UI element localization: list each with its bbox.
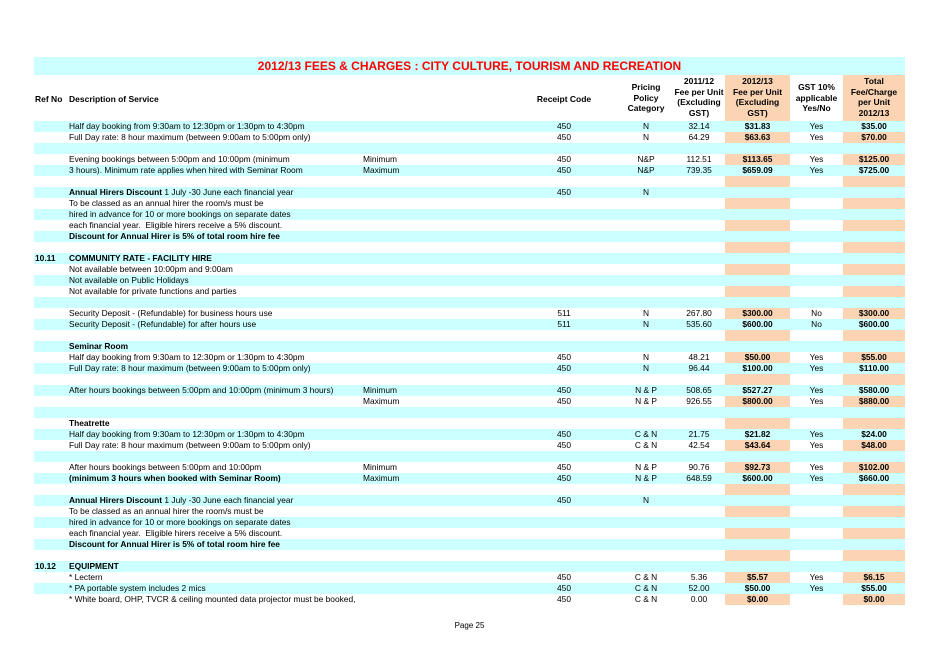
header-line: Policy [633, 92, 659, 103]
description-text: EQUIPMENT [69, 561, 119, 571]
header-pricing-policy [619, 82, 673, 114]
page-number: Page 25 [454, 621, 485, 630]
service-description [69, 319, 256, 330]
table-row [34, 231, 905, 242]
total-fee: $600.00 [858, 319, 890, 329]
receipt-code: 450 [557, 385, 571, 395]
table-row [34, 473, 905, 484]
fee-2012-13: $659.09 [742, 165, 773, 175]
table-row [34, 495, 905, 506]
fee-2012-13: $100.00 [742, 363, 773, 373]
description-text: * White board, OHP, TVCR & ceiling mounted data projector must be booked, [69, 594, 356, 604]
description-text: Full Day rate: 8 hour maximum (between 9:00am to 5:00pm only) [69, 440, 311, 450]
receipt-code: 450 [557, 154, 571, 164]
fee-2011-12: 32.14 [688, 121, 710, 131]
header-description: Description of Service [69, 94, 159, 104]
fee-2012-13: $800.00 [742, 396, 773, 406]
service-description [69, 264, 233, 275]
service-description [69, 385, 333, 396]
fee-2012-13: $113.65 [742, 154, 773, 164]
receipt-code: 450 [557, 462, 571, 472]
header-line: GST) [688, 107, 710, 118]
table-row [34, 264, 905, 275]
description-text: Theatrette [69, 418, 110, 428]
pricing-policy: C & N [634, 440, 658, 450]
total-fee: $55.00 [861, 583, 887, 593]
service-description [69, 440, 311, 451]
service-description [69, 572, 103, 583]
fee-2011-12: 21.75 [688, 429, 710, 439]
total-fee: $6.15 [863, 572, 885, 582]
table-row [34, 176, 905, 187]
receipt-code: 450 [557, 363, 571, 373]
fee-2011-12: 96.44 [688, 363, 710, 373]
service-description [69, 506, 264, 517]
description-text: * Lectern [69, 572, 103, 582]
table-row [34, 319, 905, 330]
gst-applicable: Yes [809, 572, 824, 582]
description-text: Full Day rate: 8 hour maximum (between 9:00am to 5:00pm only) [69, 363, 311, 373]
total-fee: $55.00 [861, 352, 887, 362]
gst-applicable: Yes [809, 473, 824, 483]
fee-2011-12: 648.59 [686, 473, 712, 483]
header-gst [791, 82, 842, 114]
description-text: Full Day rate: 8 hour maximum (between 9:00am to 5:00pm only) [69, 132, 311, 142]
service-description [69, 539, 280, 550]
gst-applicable: No [811, 319, 822, 329]
service-description [69, 352, 305, 363]
gst-applicable: Yes [809, 121, 824, 131]
total-fee: $0.00 [863, 594, 885, 604]
description-text: After hours bookings between 5:00pm and 10:00pm [69, 462, 262, 472]
min-max-label: Maximum [363, 473, 400, 483]
gst-applicable: Yes [809, 352, 824, 362]
header-line: Fee per Unit [732, 86, 783, 97]
fee-2012-13: $300.00 [742, 308, 773, 318]
receipt-code: 450 [557, 187, 571, 197]
header-fee-2011-12 [672, 76, 726, 118]
table-row [34, 330, 905, 341]
total-fee: $110.00 [859, 363, 889, 373]
header-line: applicable [795, 92, 838, 103]
description-bold-part: Annual Hirers Discount [69, 187, 163, 197]
total-fee: $24.00 [861, 429, 887, 439]
fee-2011-12: 0.00 [690, 594, 708, 604]
table-row [34, 528, 905, 539]
service-description [69, 418, 110, 429]
total-fee: $48.00 [861, 440, 887, 450]
gst-applicable: Yes [809, 583, 824, 593]
pricing-policy: N & P [635, 396, 657, 406]
pricing-policy: N [642, 132, 650, 142]
table-row [34, 583, 905, 594]
service-description [69, 462, 261, 473]
pricing-policy: N [642, 363, 650, 373]
header-receipt-code: Receipt Code [536, 94, 592, 104]
fee-2012-13: $43.64 [744, 440, 771, 450]
header-line: Pricing [631, 82, 661, 92]
description-text: Security Deposit - (Refundable) for after hours use [69, 319, 257, 329]
fee-2011-12: 48.21 [688, 352, 710, 362]
total-fee: $580.00 [858, 385, 890, 395]
table-row [34, 187, 905, 198]
fee-table-body [34, 121, 905, 605]
header-line: GST 10% [798, 82, 835, 92]
min-max-label: Minimum [363, 385, 397, 395]
table-row [34, 462, 905, 473]
pricing-policy: C & N [634, 429, 658, 439]
table-row [34, 440, 905, 451]
gst-applicable: Yes [809, 363, 824, 373]
header-line: 2011/12 [683, 76, 715, 86]
service-description [69, 154, 290, 165]
fee-2012-13: $600.00 [742, 473, 773, 483]
table-row [34, 594, 905, 605]
fee-2012-13: $92.73 [744, 462, 771, 472]
table-row [34, 242, 905, 253]
header-fee-2012-13 [725, 76, 790, 118]
fee-2011-12: 739.35 [686, 165, 712, 175]
fee-2011-12: 926.55 [686, 396, 712, 406]
table-row [34, 209, 905, 220]
description-text: each financial year. Eligible hirers receive a 5% discount. [69, 528, 283, 538]
table-row [34, 517, 905, 528]
total-fee: $102.00 [858, 462, 890, 472]
pricing-policy: N & P [635, 473, 657, 483]
header-line: (Excluding [735, 97, 780, 107]
header-line: (Excluding [677, 97, 721, 107]
description-text: 1 July -30 June each financial year [162, 495, 294, 505]
service-description [69, 495, 293, 506]
description-text: 1 July -30 June each financial year [162, 187, 294, 197]
ref-no: 10.12 [35, 561, 56, 571]
table-row [34, 561, 905, 572]
gst-applicable: Yes [809, 165, 824, 175]
table-row [34, 165, 905, 176]
fee-2012-13: $50.00 [744, 352, 771, 362]
min-max-label: Minimum [363, 462, 397, 472]
fee-2011-12: 535.60 [686, 319, 712, 329]
table-row [34, 341, 905, 352]
fee-2011-12: 90.76 [688, 462, 710, 472]
table-row [34, 385, 905, 396]
service-description [69, 528, 282, 539]
receipt-code: 450 [557, 594, 571, 604]
header-line: Category [627, 103, 665, 113]
table-row [34, 451, 905, 462]
fee-2012-13: $5.57 [747, 572, 768, 582]
table-row [34, 352, 905, 363]
fee-2011-12: 508.65 [686, 385, 712, 395]
header-line: Fee per Unit [674, 86, 724, 97]
service-description [69, 473, 281, 484]
receipt-code: 450 [557, 495, 571, 505]
service-description [69, 275, 189, 286]
description-text: COMMUNITY RATE - FACILITY HIRE [69, 253, 212, 263]
pricing-policy: N [642, 495, 650, 505]
table-header [34, 75, 905, 121]
service-description [69, 594, 355, 605]
receipt-code: 450 [557, 352, 571, 362]
fee-2012-13: $50.00 [744, 583, 771, 593]
service-description [69, 253, 212, 264]
receipt-code: 450 [557, 429, 571, 439]
pricing-policy: N [642, 187, 650, 197]
description-text: Seminar Room [69, 341, 129, 351]
table-row [34, 308, 905, 319]
table-row [34, 363, 905, 374]
table-row [34, 154, 905, 165]
service-description [69, 121, 305, 132]
table-row [34, 275, 905, 286]
gst-applicable: Yes [809, 429, 824, 439]
header-line: per Unit [857, 97, 891, 107]
gst-applicable: Yes [809, 154, 824, 164]
description-text: Not available on Public Holidays [69, 275, 189, 285]
fee-2012-13: $21.82 [744, 429, 771, 439]
description-text: Not available between 10:00pm and 9:00am [69, 264, 233, 274]
description-text: Half day booking from 9:30am to 12:30pm or 1:30pm to 4:30pm [69, 429, 305, 439]
gst-applicable: No [811, 308, 822, 318]
service-description [69, 209, 291, 220]
fee-2012-13: $0.00 [747, 594, 768, 604]
description-text: Discount for Annual Hirer is 5% of total room hire fee [69, 231, 280, 241]
table-row [34, 132, 905, 143]
service-description [69, 517, 291, 528]
table-row [34, 484, 905, 495]
description-text: * PA portable system includes 2 mics [69, 583, 206, 593]
total-fee: $70.00 [861, 132, 887, 142]
receipt-code: 450 [557, 572, 571, 582]
description-text: Not available for private functions and parties [69, 286, 237, 296]
description-text: Half day booking from 9:30am to 12:30pm or 1:30pm to 4:30pm [69, 352, 305, 362]
fee-2011-12: 42.54 [688, 440, 710, 450]
header-line: GST) [747, 107, 768, 118]
table-row [34, 121, 905, 132]
fee-2011-12: 267.80 [686, 308, 712, 318]
min-max-label: Maximum [363, 165, 400, 175]
receipt-code: 450 [557, 473, 571, 483]
service-description [69, 132, 311, 143]
description-text: each financial year. Eligible hirers receive a 5% discount. [69, 220, 283, 230]
min-max-label: Minimum [363, 154, 397, 164]
table-row [34, 253, 905, 264]
service-description [69, 363, 311, 374]
description-text: Discount for Annual Hirer is 5% of total room hire fee [69, 539, 280, 549]
service-description [69, 187, 293, 198]
table-row [34, 407, 905, 418]
pricing-policy: N [642, 352, 650, 362]
fee-2011-12: 112.51 [686, 154, 712, 164]
fee-2012-13: $63.63 [744, 132, 771, 142]
gst-applicable: Yes [809, 132, 824, 142]
table-row [34, 572, 905, 583]
receipt-code: 450 [557, 121, 571, 131]
pricing-policy: N & P [635, 462, 657, 472]
gst-applicable: Yes [809, 385, 824, 395]
header-line: Total [864, 76, 884, 86]
fee-2012-13: $527.27 [742, 385, 773, 395]
pricing-policy: C & N [634, 594, 658, 604]
total-fee: $300.00 [858, 308, 890, 318]
total-fee: $660.00 [858, 473, 890, 483]
fee-2012-13: $31.83 [744, 121, 771, 131]
total-fee: $880.00 [858, 396, 890, 406]
table-row [34, 374, 905, 385]
service-description [69, 198, 264, 209]
header-line: 2012/13 [858, 107, 890, 118]
table-row [34, 418, 905, 429]
fee-2011-12: 52.00 [688, 583, 710, 593]
description-text: hired in advance for 10 or more bookings on separate dates [69, 209, 291, 219]
table-row [34, 506, 905, 517]
pricing-policy: N & P [635, 385, 657, 395]
table-row [34, 550, 905, 561]
pricing-policy: N&P [637, 154, 655, 164]
gst-applicable: Yes [809, 396, 824, 406]
description-text: After hours bookings between 5:00pm and 10:00pm (minimum 3 hours) [69, 385, 334, 395]
header-line: 2012/13 [742, 76, 773, 86]
service-description [69, 165, 303, 176]
pricing-policy: C & N [634, 583, 658, 593]
receipt-code: 511 [557, 319, 571, 329]
header-ref: Ref No [35, 94, 63, 104]
pricing-policy: N [642, 308, 650, 318]
description-text: Security Deposit - (Refundable) for business hours use [69, 308, 273, 318]
table-row [34, 286, 905, 297]
service-description [69, 429, 305, 440]
fee-2012-13: $600.00 [742, 319, 773, 329]
min-max-label: Maximum [363, 396, 400, 406]
receipt-code: 511 [557, 308, 571, 318]
pricing-policy: C & N [634, 572, 658, 582]
total-fee: $725.00 [858, 165, 890, 175]
service-description [69, 286, 237, 297]
pricing-policy: N [642, 121, 650, 131]
table-row [34, 143, 905, 154]
gst-applicable: Yes [809, 462, 824, 472]
header-line: Fee/Charge [850, 86, 898, 97]
description-text: 3 hours). Minimum rate applies when hired with Seminar Room [69, 165, 303, 175]
table-row [34, 297, 905, 308]
page-title: 2012/13 FEES & CHARGES : CITY CULTURE, TOURISM AND RECREATION [34, 57, 905, 75]
description-text: hired in advance for 10 or more bookings on separate dates [69, 517, 291, 527]
pricing-policy: N&P [637, 165, 655, 175]
service-description [69, 220, 282, 231]
service-description [69, 231, 280, 242]
service-description [69, 308, 272, 319]
header-total [843, 76, 905, 118]
receipt-code: 450 [557, 396, 571, 406]
table-row [34, 539, 905, 550]
receipt-code: 450 [557, 583, 571, 593]
total-fee: $35.00 [861, 121, 887, 131]
pricing-policy: N [642, 319, 650, 329]
total-fee: $125.00 [858, 154, 890, 164]
header-line: Yes/No [802, 103, 831, 113]
service-description [69, 583, 206, 594]
receipt-code: 450 [557, 440, 571, 450]
receipt-code: 450 [557, 132, 571, 142]
receipt-code: 450 [557, 165, 571, 175]
table-row [34, 220, 905, 231]
description-bold-part: Annual Hirers Discount [69, 495, 163, 505]
gst-applicable: Yes [809, 440, 824, 450]
ref-no: 10.11 [35, 253, 56, 263]
description-text: Half day booking from 9:30am to 12:30pm or 1:30pm to 4:30pm [69, 121, 305, 131]
description-text: To be classed as an annual hirer the room/s must be [69, 198, 264, 208]
fee-2011-12: 5.36 [690, 572, 708, 582]
fee-2011-12: 64.29 [688, 132, 710, 142]
description-text: Evening bookings between 5:00pm and 10:00pm (minimum [69, 154, 290, 164]
service-description [69, 561, 119, 572]
description-text: To be classed as an annual hirer the room/s must be [69, 506, 264, 516]
table-row [34, 396, 905, 407]
table-row [34, 429, 905, 440]
service-description [69, 341, 128, 352]
table-row [34, 198, 905, 209]
description-text: (minimum 3 hours when booked with Seminar Room) [69, 473, 281, 483]
